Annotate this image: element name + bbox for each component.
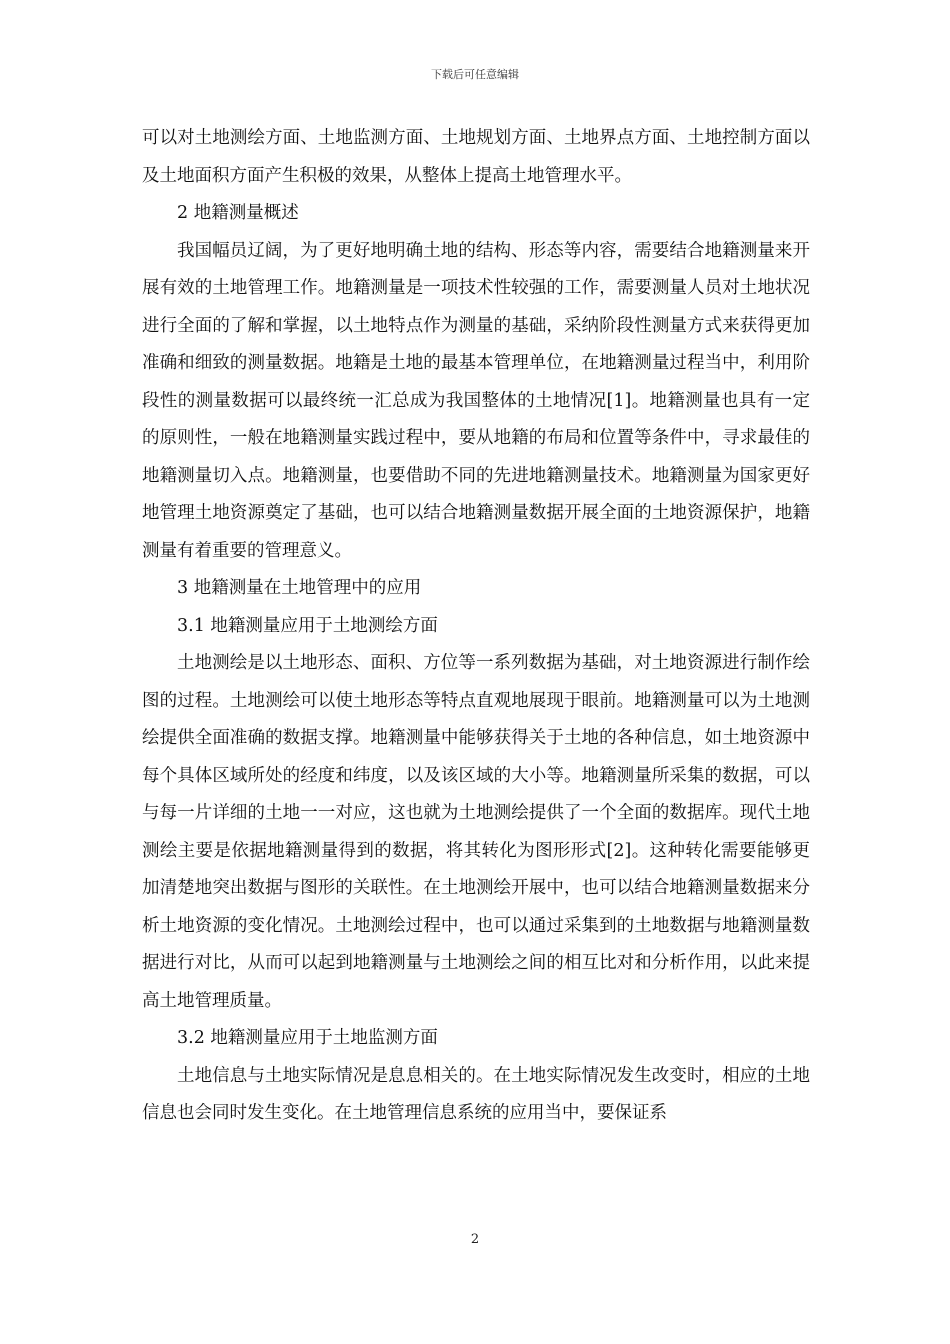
document-body xyxy=(142,120,810,1133)
paragraph-land-monitoring: 土地信息与土地实际情况是息息相关的。在土地实际情况发生改变时，相应的土地信息也会同时发生变化。在土地管理信息系统的应用当中，要保证系 xyxy=(142,1065,810,1123)
paragraph-cadastral-overview: 我国幅员辽阔，为了更好地明确土地的结构、形态等内容，需要结合地籍测量来开展有效的土地管理工作。地籍测量是一项技术性较强的工作，需要测量人员对土地状况进行全面的了解和掌握，以土地特点作为测量的基础，采纳阶段性测量方式来获得更加准确和细致的测量数据。地籍是土地的最基本管理单位，在地籍测量过程当中，利用阶段性的测量数据可以最终统一汇总成为我国整体的土地情况[1]。地籍测量也具有一定的原则性，一般在地籍测量实践过程中，要从地籍的布局和位置等条件中，寻求最佳的地籍测量切入点。地籍测量，也要借助不同的先进地籍测量技术。地籍测量为国家更好地管理土地资源奠定了基础，也可以结合地籍测量数据开展全面的土地资源保护，地籍测量有着重要的管理意义。 xyxy=(142,240,810,561)
subsection-heading-3-2: 3.2 地籍测量应用于土地监测方面 xyxy=(177,1028,438,1048)
section-heading-3: 3 地籍测量在土地管理中的应用 xyxy=(177,578,422,598)
paragraph-land-surveying: 土地测绘是以土地形态、面积、方位等一系列数据为基础，对土地资源进行制作绘图的过程。土地测绘可以使土地形态等特点直观地展现于眼前。地籍测量可以为土地测绘提供全面准确的数据支撑。地籍测量中能够获得关于土地的各种信息，如土地资源中每个具体区域所处的经度和纬度，以及该区域的大小等。地籍测量所采集的数据，可以与每一片详细的土地一一对应，这也就为土地测绘提供了一个全面的数据库。现代土地测绘主要是依据地籍测量得到的数据，将其转化为图形形式[2]。这种转化需要能够更加清楚地突出数据与图形的关联性。在土地测绘开展中，也可以结合地籍测量数据来分析土地资源的变化情况。土地测绘过程中，也可以通过采集到的土地数据与地籍测量数据进行对比，从而可以起到地籍测量与土地测绘之间的相互比对和分析作用，以此来提高土地管理质量。 xyxy=(142,653,810,1011)
page-number: 2 xyxy=(470,1232,480,1247)
page-header: 下载后可任意编辑 xyxy=(431,68,519,81)
section-heading-2: 2 地籍测量概述 xyxy=(177,203,299,223)
subsection-heading-3-1: 3.1 地籍测量应用于土地测绘方面 xyxy=(177,615,438,636)
paragraph-intro-continued: 可以对土地测绘方面、土地监测方面、土地规划方面、土地界点方面、土地控制方面以及土地面积方面产生积极的效果，从整体上提高土地管理水平。 xyxy=(142,128,810,186)
